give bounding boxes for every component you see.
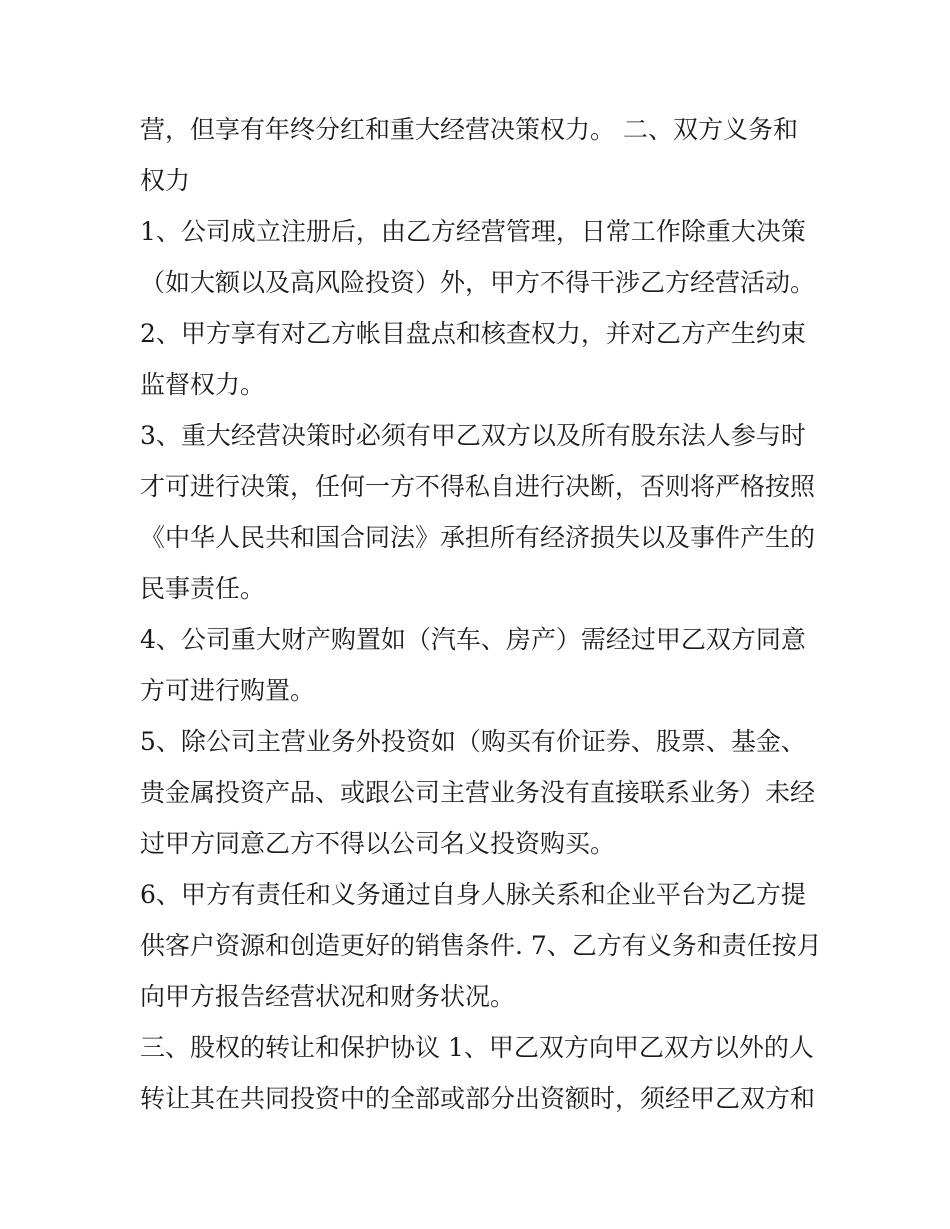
text-line: 才可进行决策，任何一方不得私自进行决断，否则将严格按照: [140, 472, 816, 501]
text-line: 贵金属投资产品、或跟公司主营业务没有直接联系业务）未经: [140, 778, 816, 807]
text-line: 5、除公司主营业务外投资如（购买有价证券、股票、基金、: [140, 727, 806, 756]
text-line: 供客户资源和创造更好的销售条件. 7、乙方有义务和责任按月: [140, 931, 822, 960]
text-line: 向甲方报告经营状况和财务状况。: [140, 982, 516, 1011]
text-line: 营，但享有年终分红和重大经营决策权力。 二、双方义务和: [140, 115, 798, 144]
text-line: 3、重大经营决策时必须有甲乙双方以及所有股东法人参与时: [140, 421, 806, 450]
text-line: 4、公司重大财产购置如（汽车、房产）需经过甲乙双方同意: [140, 625, 806, 654]
text-line: 6、甲方有责任和义务通过自身人脉关系和企业平台为乙方提: [140, 880, 806, 909]
text-line: 1、公司成立注册后，由乙方经营管理，日常工作除重大决策: [140, 217, 806, 246]
text-line: 监督权力。: [140, 370, 266, 399]
text-line: 方可进行购置。: [140, 676, 316, 705]
text-line: 民事责任。: [140, 574, 266, 603]
text-line: 权力: [140, 166, 191, 195]
text-line: 过甲方同意乙方不得以公司名义投资购买。: [140, 829, 616, 858]
text-line: 2、甲方享有对乙方帐目盘点和核查权力，并对乙方产生约束: [140, 319, 806, 348]
text-line: 《中华人民共和国合同法》承担所有经济损失以及事件产生的: [140, 523, 816, 552]
text-line: 三、股权的转让和保护协议 1、甲乙双方向甲乙双方以外的人: [140, 1033, 814, 1062]
text-line: 转让其在共同投资中的全部或部分出资额时，须经甲乙双方和: [140, 1084, 816, 1113]
text-line: （如大额以及高风险投资）外，甲方不得干涉乙方经营活动。: [140, 268, 816, 297]
